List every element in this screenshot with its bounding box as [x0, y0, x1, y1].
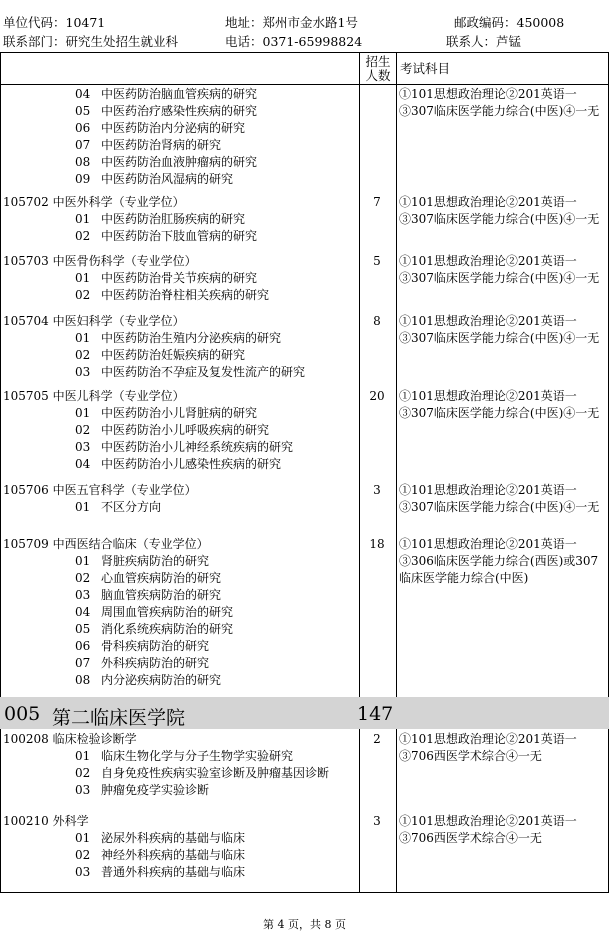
direction-number: 01: [75, 554, 91, 568]
research-direction: [75, 847, 245, 864]
research-direction: [75, 570, 221, 587]
direction-number: 07: [75, 656, 91, 670]
page-footer: 第 4 页，共 8 页: [263, 918, 346, 931]
research-direction: [75, 830, 245, 847]
contact-dept: 联系部门：研究生处招生就业科: [3, 34, 179, 49]
program-title: 100208 临床检验诊断学: [3, 732, 137, 746]
direction-name: 中医药防治小儿肾脏病的研究: [101, 406, 258, 420]
direction-name: 中医药防治生殖内分泌疾病的研究: [101, 331, 282, 345]
direction-name: 消化系统疾病防治的研究: [101, 622, 234, 636]
program-exam-subjects: ①101思想政治理论②201英语一③307临床医学能力综合(中医)④一无: [399, 254, 600, 285]
program-quota: 18: [369, 537, 385, 551]
address: 地址：郑州市金水路1号: [225, 15, 358, 30]
direction-name: 不区分方向: [101, 500, 162, 514]
research-direction: [75, 137, 221, 154]
direction-number: 01: [75, 212, 91, 226]
direction-name: 中医药防治风湿病的研究: [101, 172, 234, 186]
quota-header: 招生人数: [365, 54, 391, 83]
program-exam-subjects: ①101思想政治理论②201英语一③307临床医学能力综合(中医)④一无: [399, 314, 600, 345]
direction-number: 03: [75, 365, 91, 379]
research-direction: [75, 456, 281, 473]
direction-number: 02: [75, 571, 91, 585]
table-header-border: [0, 84, 609, 85]
quota-col-divider: [359, 52, 360, 893]
direction-number: 04: [75, 87, 91, 101]
research-direction: [75, 287, 269, 304]
research-direction: [75, 439, 293, 456]
direction-name: 中医药防治脊柱相关疾病的研究: [101, 288, 270, 302]
research-direction: [75, 86, 257, 103]
research-direction: [75, 587, 221, 604]
table-top-border: [0, 52, 609, 53]
program-exam-subjects: ①101思想政治理论②201英语一③306临床医学能力综合(西医)或307临床医学能力综合(中医): [399, 537, 599, 585]
direction-name: 中医药防治小儿神经系统疾病的研究: [101, 440, 294, 454]
program-exam-subjects: ①101思想政治理论②201英语一③307临床医学能力综合(中医)④一无: [399, 87, 600, 118]
direction-name: 中医药防治骨关节疾病的研究: [101, 271, 258, 285]
direction-number: 03: [75, 440, 91, 454]
program-title: 105705 中医儿科学（专业学位）: [3, 389, 185, 403]
program-exam-subjects: ①101思想政治理论②201英语一③706西医学术综合④一无: [399, 732, 577, 763]
research-direction: [75, 103, 257, 120]
table-bottom-border: [0, 892, 609, 893]
direction-name: 内分泌疾病防治的研究: [101, 673, 222, 687]
direction-name: 中医药防治小儿呼吸疾病的研究: [101, 423, 270, 437]
program-quota: 5: [373, 254, 381, 268]
postcode: 邮政编码：450008: [454, 15, 565, 30]
program-quota: 3: [373, 814, 381, 828]
direction-number: 01: [75, 749, 91, 763]
direction-number: 06: [75, 639, 91, 653]
direction-name: 中医药防治肛肠疾病的研究: [101, 212, 246, 226]
direction-name: 中医药防治内分泌病的研究: [101, 121, 246, 135]
direction-number: 05: [75, 104, 91, 118]
direction-name: 心血管疾病防治的研究: [101, 571, 222, 585]
research-direction: [75, 748, 293, 765]
exam-header: 考试科目: [400, 61, 451, 76]
direction-name: 肿瘤免疫学实验诊断: [101, 783, 210, 797]
program-title: 105702 中医外科学（专业学位）: [3, 195, 185, 209]
direction-name: 周围血管疾病防治的研究: [101, 605, 234, 619]
research-direction: [75, 228, 257, 245]
program-title: 105703 中医骨伤科学（专业学位）: [3, 254, 197, 268]
college-name: 第二临床医学院: [52, 707, 186, 729]
direction-name: 中医药治疗感染性疾病的研究: [101, 104, 258, 118]
direction-name: 外科疾病防治的研究: [101, 656, 210, 670]
research-direction: [75, 782, 209, 799]
direction-name: 神经外科疾病的基础与临床: [101, 848, 246, 862]
program-exam-subjects: ①101思想政治理论②201英语一③706西医学术综合④一无: [399, 814, 577, 845]
direction-name: 肾脏疾病防治的研究: [101, 554, 210, 568]
research-direction: [75, 211, 245, 228]
research-direction: [75, 171, 233, 188]
direction-name: 自身免疫性疾病实验室诊断及肿瘤基因诊断: [101, 766, 330, 780]
direction-number: 04: [75, 457, 91, 471]
direction-number: 02: [75, 348, 91, 362]
direction-number: 01: [75, 406, 91, 420]
direction-number: 09: [75, 172, 91, 186]
direction-number: 02: [75, 766, 91, 780]
phone: 电话：0371-65998824: [225, 34, 363, 49]
direction-number: 01: [75, 331, 91, 345]
research-direction: [75, 638, 209, 655]
direction-name: 中医药防治小儿感染性疾病的研究: [101, 457, 282, 471]
direction-name: 泌尿外科疾病的基础与临床: [101, 831, 246, 845]
direction-number: 01: [75, 831, 91, 845]
table-left-border: [0, 52, 1, 893]
research-direction: [75, 655, 209, 672]
direction-name: 中医药防治妊娠疾病的研究: [101, 348, 246, 362]
research-direction: [75, 154, 257, 171]
research-direction: [75, 120, 245, 137]
program-quota: 3: [373, 483, 381, 497]
research-direction: [75, 499, 161, 516]
direction-number: 02: [75, 229, 91, 243]
direction-name: 中医药防治下肢血管病的研究: [101, 229, 258, 243]
direction-number: 01: [75, 500, 91, 514]
direction-name: 中医药防治血液肿瘤病的研究: [101, 155, 258, 169]
direction-name: 普通外科疾病的基础与临床: [101, 865, 246, 879]
exam-col-divider: [396, 52, 397, 893]
research-direction: [75, 604, 233, 621]
direction-number: 01: [75, 271, 91, 285]
research-direction: [75, 765, 329, 782]
research-direction: [75, 422, 269, 439]
research-direction: [75, 405, 257, 422]
college-quota: 147: [357, 703, 394, 725]
direction-number: 05: [75, 622, 91, 636]
program-quota: 2: [373, 732, 381, 746]
program-exam-subjects: ①101思想政治理论②201英语一③307临床医学能力综合(中医)④一无: [399, 195, 600, 226]
program-quota: 20: [369, 389, 385, 403]
research-direction: [75, 330, 281, 347]
research-direction: [75, 347, 245, 364]
direction-number: 03: [75, 783, 91, 797]
direction-number: 02: [75, 848, 91, 862]
direction-name: 中医药防治肾病的研究: [101, 138, 222, 152]
direction-name: 中医药防治脑血管疾病的研究: [101, 87, 258, 101]
program-quota: 8: [373, 314, 381, 328]
direction-number: 08: [75, 155, 91, 169]
direction-name: 脑血管疾病防治的研究: [101, 588, 222, 602]
program-quota: 7: [373, 195, 381, 209]
college-section-band: [0, 697, 609, 729]
research-direction: [75, 864, 245, 881]
program-exam-subjects: ①101思想政治理论②201英语一③307临床医学能力综合(中医)④一无: [399, 483, 600, 514]
research-direction: [75, 364, 305, 381]
direction-number: 02: [75, 423, 91, 437]
research-direction: [75, 270, 257, 287]
contact-person: 联系人：芦锰: [446, 34, 522, 49]
program-exam-subjects: ①101思想政治理论②201英语一③307临床医学能力综合(中医)④一无: [399, 389, 600, 420]
direction-number: 06: [75, 121, 91, 135]
direction-name: 中医药防治不孕症及复发性流产的研究: [101, 365, 306, 379]
direction-name: 骨科疾病防治的研究: [101, 639, 210, 653]
program-title: 105704 中医妇科学（专业学位）: [3, 314, 185, 328]
research-direction: [75, 672, 221, 689]
direction-number: 02: [75, 288, 91, 302]
direction-number: 07: [75, 138, 91, 152]
research-direction: [75, 553, 209, 570]
direction-number: 04: [75, 605, 91, 619]
research-direction: [75, 621, 233, 638]
direction-number: 03: [75, 865, 91, 879]
direction-name: 临床生物化学与分子生物学实验研究: [101, 749, 294, 763]
direction-number: 03: [75, 588, 91, 602]
program-title: 105709 中西医结合临床（专业学位）: [3, 537, 209, 551]
college-code: 005: [4, 703, 41, 725]
program-title: 105706 中医五官科学（专业学位）: [3, 483, 197, 497]
unit-code: 单位代码：10471: [3, 15, 106, 30]
direction-number: 08: [75, 673, 91, 687]
program-title: 100210 外科学: [3, 814, 89, 828]
